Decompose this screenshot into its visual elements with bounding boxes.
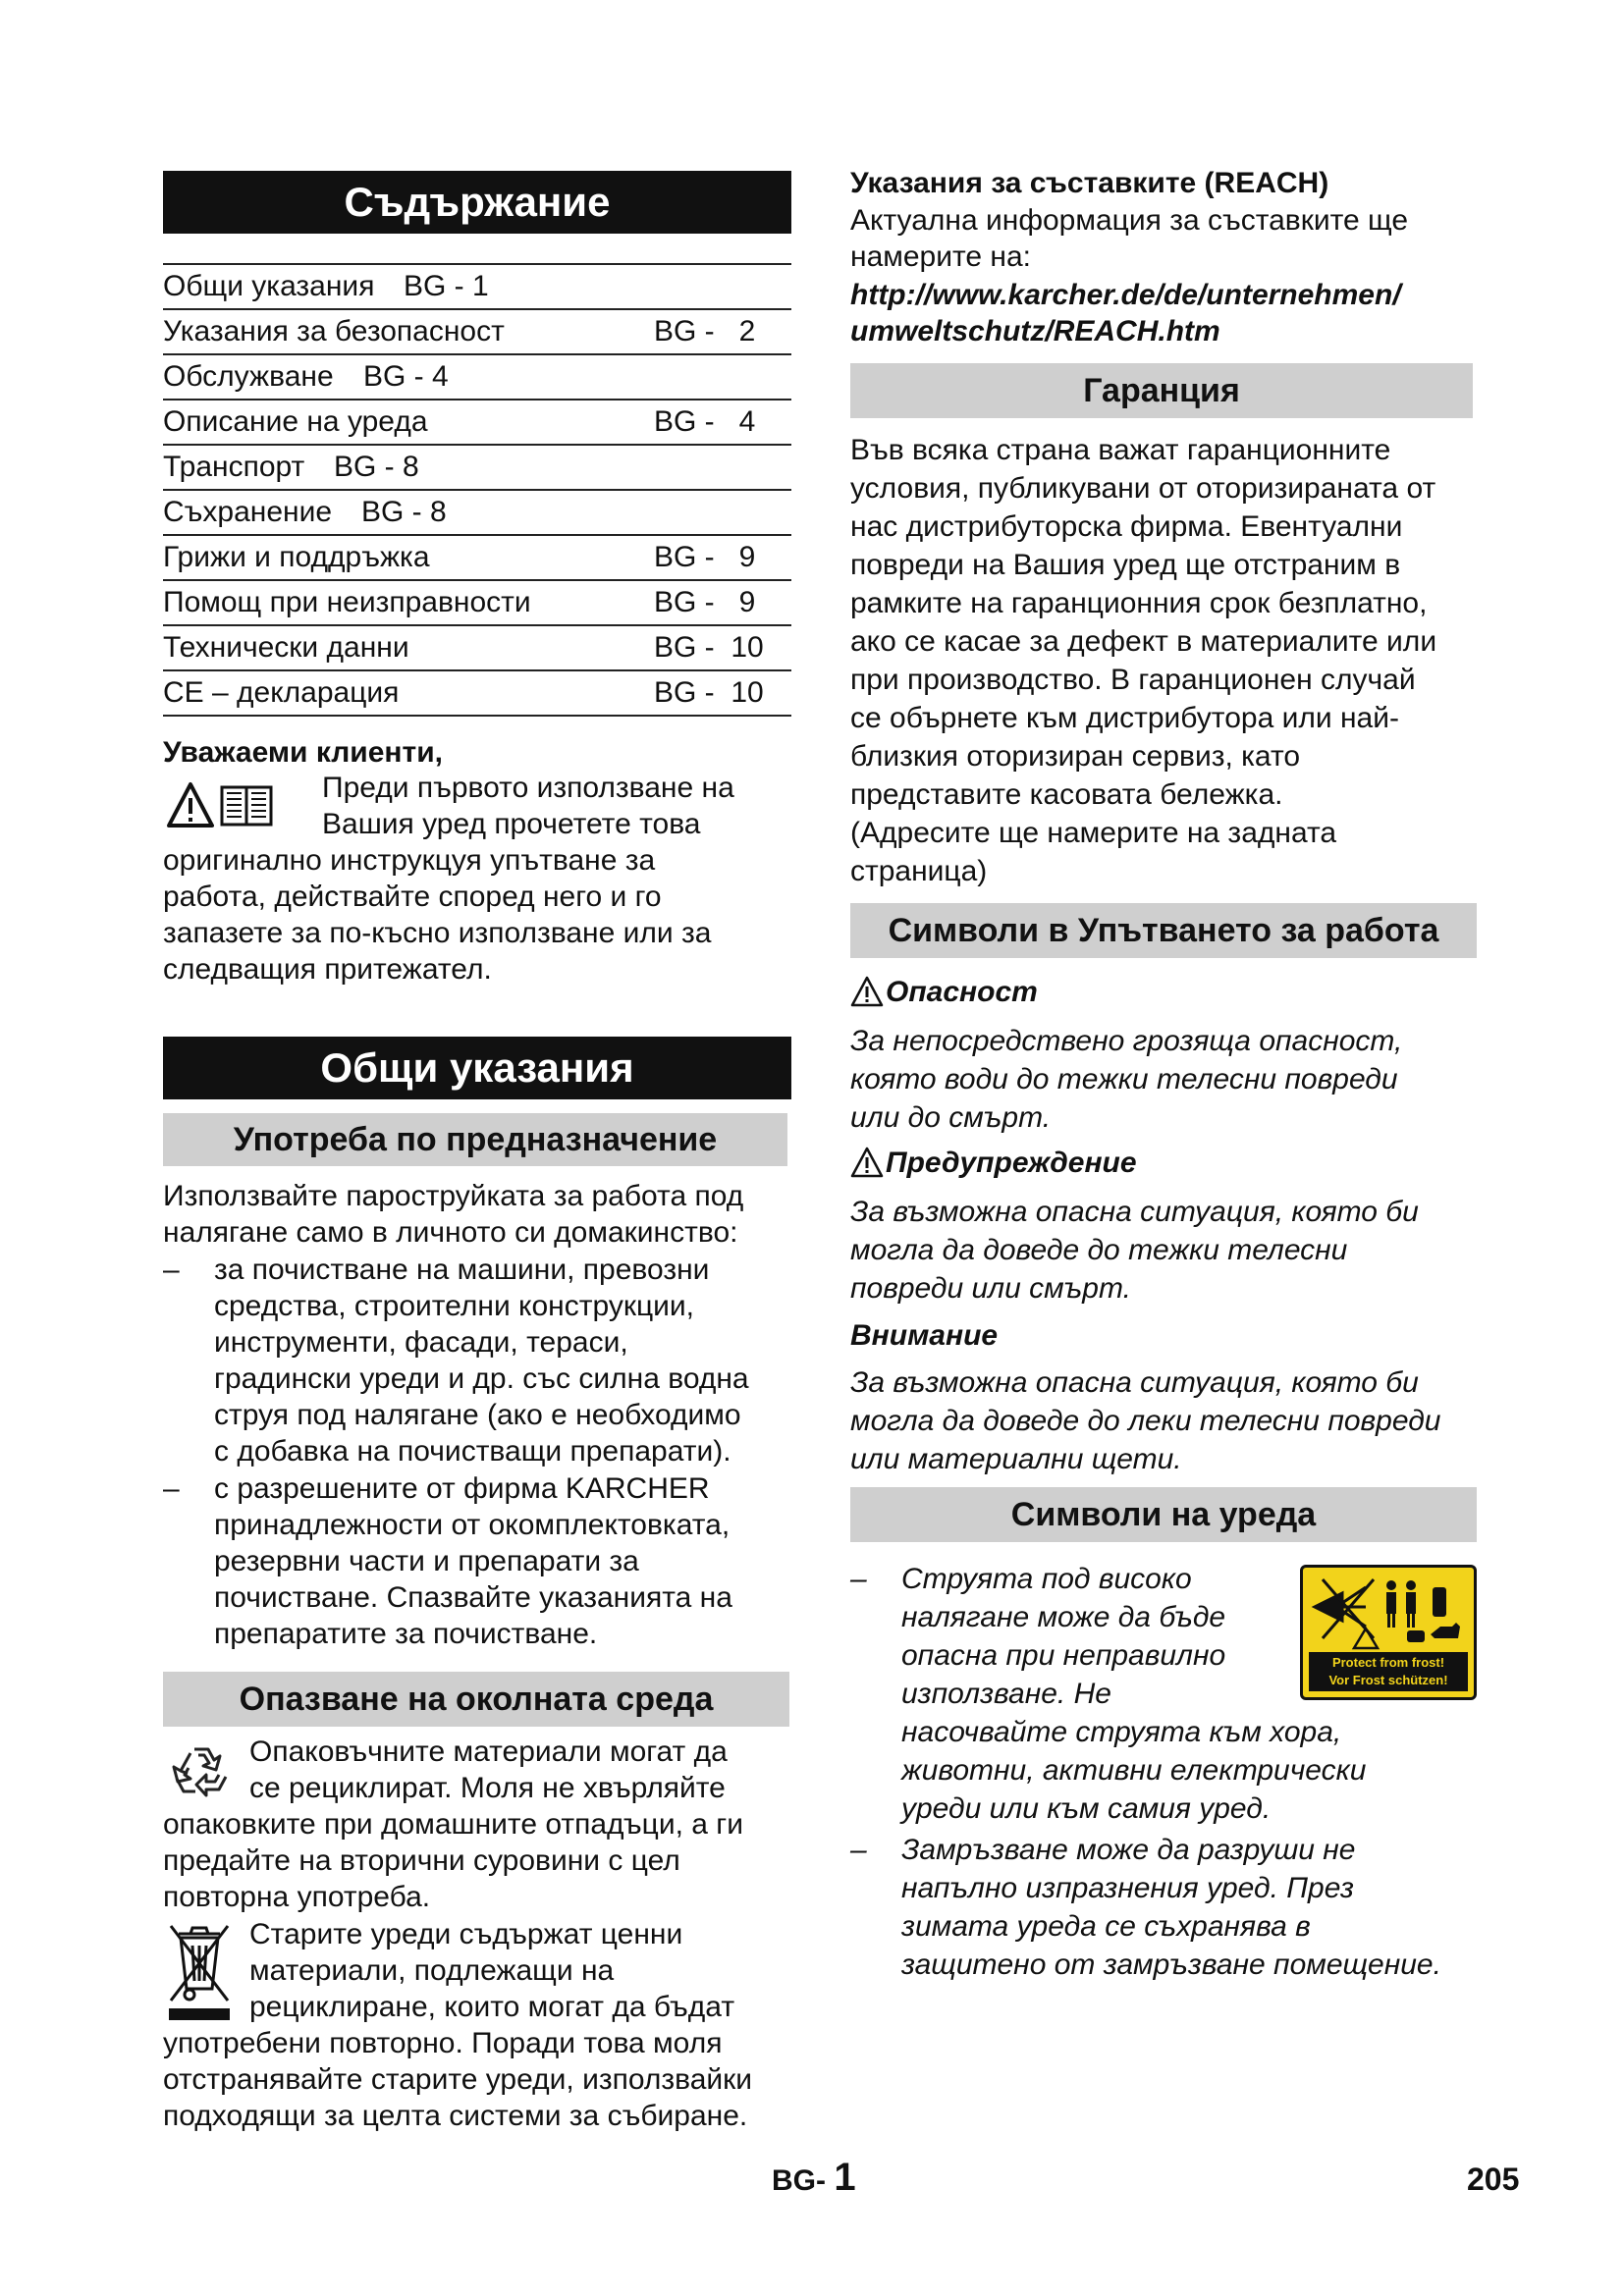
list-item-line: инструменти, фасади, тераси,	[214, 1326, 628, 1359]
general-notes-title: Общи указания	[163, 1037, 791, 1099]
warranty-title: Гаранция	[850, 363, 1473, 418]
recycle-line: се рециклират. Моля не хвърляйте	[249, 1772, 726, 1804]
toc-row[interactable]	[163, 579, 791, 624]
toc-title: Помощ при неизправности	[163, 586, 531, 618]
toc-row[interactable]	[163, 669, 791, 715]
disposal-line: Старите уреди съдържат ценни	[249, 1918, 683, 1950]
list-dash: –	[163, 1472, 180, 1505]
device-warning-label	[1300, 1565, 1477, 1700]
device-symbol-line: зимата уреда се съхранява в	[901, 1910, 1311, 1943]
caution-line: За възможна опасна ситуация, която би	[850, 1366, 1419, 1399]
toc-title: Обслужване	[163, 360, 334, 393]
toc-row[interactable]	[163, 534, 791, 579]
reach-url-line[interactable]: http://www.karcher.de/de/unternehmen/	[850, 279, 1401, 311]
toc-page: BG - 1	[404, 270, 489, 302]
list-dash: –	[850, 1563, 867, 1595]
manual-book-icon	[218, 781, 275, 828]
toc-page: BG - 8	[334, 451, 419, 483]
toc-title: Технически данни	[163, 631, 409, 664]
warning-notice-icon	[850, 1147, 884, 1178]
footer-page-number: 205	[1467, 2162, 1520, 2197]
device-symbols-title: Символи на уреда	[850, 1487, 1477, 1542]
intended-use-title: Употреба по предназначение	[163, 1113, 787, 1166]
device-symbol-line: опасна при неправилно	[901, 1639, 1226, 1672]
crossed-bin-icon	[165, 1920, 234, 2022]
toc-title: Съхранение	[163, 496, 333, 528]
danger-warning-icon	[850, 976, 884, 1007]
list-item-line: почистване. Спазвайте указанията на	[214, 1581, 732, 1614]
disposal-line: подходящи за целта системи за събиране.	[163, 2100, 748, 2132]
warning-icon	[167, 781, 214, 828]
toc-row[interactable]	[163, 399, 791, 444]
frost-label-line: Protect from frost!	[1331, 1655, 1445, 1670]
toc-page: BG - 4	[654, 405, 756, 438]
warranty-line: представите касовата бележка.	[850, 778, 1283, 811]
device-symbol-line: Замръзване може да разруши не	[901, 1834, 1356, 1866]
disposal-line: материали, подлежащи на	[249, 1954, 615, 1987]
toc-page: BG - 9	[654, 586, 756, 618]
reach-line: Актуална информация за съставките ще	[850, 204, 1409, 237]
toc-title: Грижи и поддръжка	[163, 541, 430, 573]
disposal-line: употребени повторно. Поради това моля	[163, 2027, 723, 2059]
warning-line: повреди или смърт.	[850, 1272, 1131, 1305]
toc-row[interactable]	[163, 308, 791, 353]
list-item-line: резервни части и препарати за	[214, 1545, 639, 1577]
toc-title: Описание на уреда	[163, 405, 428, 438]
caution-line: или материални щети.	[850, 1443, 1182, 1475]
device-symbol-line: Струята под високо	[901, 1563, 1192, 1595]
intended-use-line: налягане само в личното си домакинство:	[163, 1216, 738, 1249]
warning-heading: Предупреждение	[886, 1147, 1137, 1179]
danger-line: която води до тежки телесни повреди	[850, 1063, 1398, 1095]
reach-url-line[interactable]: umweltschutz/REACH.htm	[850, 315, 1220, 347]
intro-line: Преди първото използване на	[322, 772, 734, 804]
list-item-line: градински уреди и др. със силна водна	[214, 1362, 749, 1395]
device-symbol-line: използване. Не	[901, 1678, 1111, 1710]
device-symbol-line: насочвайте струята към хора,	[901, 1716, 1342, 1748]
list-dash: –	[163, 1254, 180, 1286]
intro-line: Вашия уред прочетете това	[322, 808, 701, 840]
footer-lang-page: 1	[834, 2156, 856, 2199]
warranty-line: страница)	[850, 855, 988, 887]
disposal-line: отстранявайте старите уреди, използвайки	[163, 2063, 753, 2096]
toc-page: BG - 10	[654, 631, 764, 664]
intro-line: оригинално инструкцуя упътване за	[163, 844, 656, 877]
warranty-line: Във всяка страна важат гаранционните	[850, 434, 1391, 466]
list-item-line: средства, строителни конструкции,	[214, 1290, 694, 1322]
toc-title: Общи указания	[163, 270, 375, 302]
warning-line: могла да доведе до тежки телесни	[850, 1234, 1348, 1266]
warranty-line: условия, публикувани от оторизираната от	[850, 472, 1436, 505]
warranty-line: нас дистрибуторска фирма. Евентуални	[850, 510, 1403, 543]
toc-page: BG - 4	[363, 360, 449, 393]
table-of-contents	[163, 263, 791, 717]
toc-row[interactable]	[163, 444, 791, 489]
footer-lang-prefix: BG-	[772, 2164, 826, 2197]
toc-page: BG - 9	[654, 541, 756, 573]
intro-line: работа, действайте според него и го	[163, 881, 662, 913]
caution-line: могла да доведе до леки телесни повреди	[850, 1405, 1441, 1437]
dear-customers-heading: Уважаеми клиенти,	[163, 736, 443, 769]
danger-heading: Опасност	[886, 976, 1038, 1008]
manual-symbols-title: Символи в Упътването за работа	[850, 903, 1477, 958]
toc-title: CE – декларация	[163, 676, 400, 709]
toc-title: Транспорт	[163, 451, 305, 483]
list-item-line: струя под налягане (ако е необходимо	[214, 1399, 741, 1431]
list-item-line: за почистване на машини, превозни	[214, 1254, 710, 1286]
intended-use-line: Използвайте пароструйката за работа под	[163, 1180, 744, 1212]
warning-line: За възможна опасна ситуация, която би	[850, 1196, 1419, 1228]
device-symbol-line: напълно изпразнения уред. През	[901, 1872, 1354, 1904]
disposal-line: рециклиране, които могат да бъдат	[249, 1991, 735, 2023]
footer-language-page	[772, 2158, 856, 2201]
frost-label-line: Vor Frost schützen!	[1328, 1673, 1448, 1687]
warranty-line: се обърнете към дистрибутора или най-	[850, 702, 1399, 734]
recycle-line: Опаковъчните материали могат да	[249, 1735, 728, 1768]
toc-title: Указания за безопасност	[163, 315, 505, 347]
contents-title: Съдържание	[163, 171, 791, 234]
list-dash: –	[850, 1834, 867, 1866]
warranty-line: рамките на гаранционния срок безплатно,	[850, 587, 1428, 619]
toc-bottom-rule	[163, 715, 791, 717]
recycle-line: опаковките при домашните отпадъци, а ги	[163, 1808, 743, 1841]
toc-row[interactable]	[163, 263, 791, 308]
reach-heading: Указания за съставките (REACH)	[850, 167, 1329, 199]
list-item-line: с разрешените от фирма KARCHER	[214, 1472, 710, 1505]
device-symbol-line: животни, активни електрически	[901, 1754, 1367, 1787]
toc-page: BG - 2	[654, 315, 756, 347]
toc-row[interactable]	[163, 624, 791, 669]
warranty-line: при производство. В гаранционен случай	[850, 664, 1416, 696]
list-item-line: препаратите за почистване.	[214, 1618, 598, 1650]
warranty-line: ако се касае за дефект в материалите или	[850, 625, 1437, 658]
list-item-line: с добавка на почистващи препарати).	[214, 1435, 731, 1468]
warranty-line: (Адресите ще намерите на задната	[850, 817, 1337, 849]
toc-page: BG - 8	[361, 496, 447, 528]
recycle-icon	[169, 1739, 234, 1804]
reach-line: намерите на:	[850, 240, 1032, 273]
intro-line: запазете за по-късно използване или за	[163, 917, 712, 949]
caution-heading: Внимание	[850, 1319, 999, 1352]
warranty-line: близкия оторизиран сервиз, като	[850, 740, 1301, 773]
danger-line: За непосредствено грозяща опасност,	[850, 1025, 1403, 1057]
recycle-line: повторна употреба.	[163, 1881, 431, 1913]
toc-row[interactable]	[163, 489, 791, 534]
recycle-line: предайте на вторични суровини с цел	[163, 1844, 680, 1877]
environment-title: Опазване на околната среда	[163, 1672, 789, 1727]
intro-line: следващия притежател.	[163, 953, 492, 986]
warranty-line: повреди на Вашия уред ще отстраним в	[850, 549, 1401, 581]
jet-hazard-icon	[1309, 1574, 1468, 1650]
list-item-line: принадлежности от окомплектовката,	[214, 1509, 731, 1541]
device-symbol-line: защитено от замръзване помещение.	[901, 1949, 1441, 1981]
toc-page: BG - 10	[654, 676, 764, 709]
device-symbol-line: уреди или към самия уред.	[901, 1792, 1272, 1825]
toc-row[interactable]	[163, 353, 791, 399]
danger-line: или до смърт.	[850, 1101, 1052, 1134]
device-symbol-line: налягане може да бъде	[901, 1601, 1226, 1633]
